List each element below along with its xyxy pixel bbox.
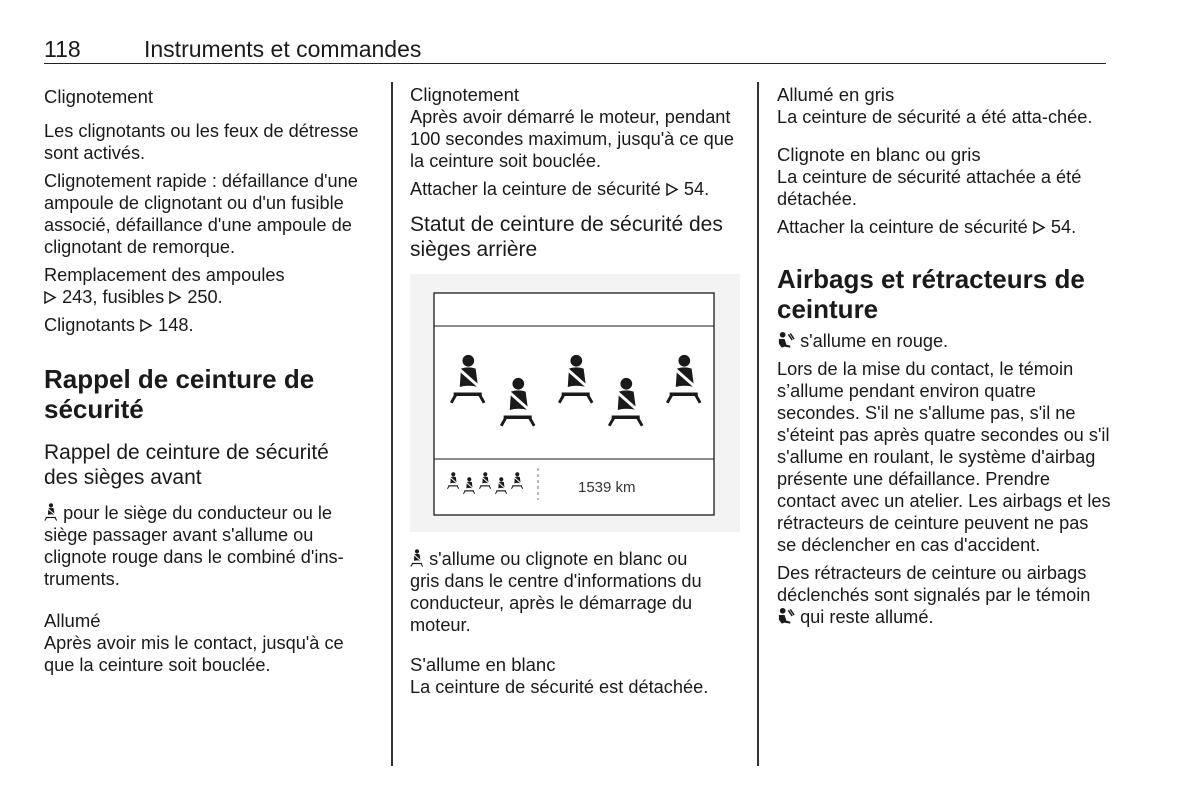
page-reference-arrow-icon xyxy=(140,319,153,333)
column-3 xyxy=(777,80,1112,634)
page-number: 118 xyxy=(44,36,81,62)
paragraph-attach-reference xyxy=(777,216,1112,238)
paragraph-bulb-reference xyxy=(44,264,379,308)
heading-line: Airbags et rétracteurs de xyxy=(777,264,1085,294)
paragraph: Après avoir mis le contact, jusqu'à ce que la ceinture soit bouclée. xyxy=(44,633,344,675)
heading-line: ceinture xyxy=(777,294,879,324)
page-reference: 250. xyxy=(187,287,223,307)
paragraph-airbag-indicator xyxy=(777,330,1112,352)
paragraph: Lors de la mise du contact, le témoin s’allume pendant environ quatre secondes. S'il ne s'allume pas, s'il ne s'éteint pas après quatre secondes ou s'il s'allume en roulant, le système d'airbag présente une défaillance. Prendre contact avec un atelier. Les airbags et les rétracteurs de ceinture peuvent ne pas se déclencher en cas d'accident. xyxy=(777,359,1111,555)
paragraph-attach-reference xyxy=(410,178,745,200)
subheading-allume: Allumé xyxy=(44,610,101,631)
seatbelt-icon xyxy=(44,503,58,521)
subheading-front-seats xyxy=(44,440,379,490)
paragraph-rear-seat-indicator xyxy=(410,548,745,636)
text: s'allume ou clignote en blanc ou xyxy=(429,549,688,569)
subheading-clignotement: Clignotement xyxy=(410,84,520,105)
column-1 xyxy=(44,80,379,682)
page-reference: 54. xyxy=(683,179,710,199)
page-reference-arrow-icon xyxy=(666,183,679,197)
section-heading-airbags xyxy=(777,264,1112,324)
subheading-blinking: Clignote en blanc ou gris xyxy=(777,144,981,165)
seatbelt-icon xyxy=(410,549,424,567)
paragraph: Après avoir démarré le moteur, pendant 100 secondes maximum, jusqu'à ce que la ceinture soit bouclée. xyxy=(410,107,734,171)
text: Des rétracteurs de ceinture ou airbags déclenchés sont signalés par le témoin xyxy=(777,563,1091,605)
text: gris dans le centre d'informations du conducteur, après le démarrage du moteur. xyxy=(410,571,702,635)
subheading-grey: Allumé en gris xyxy=(777,84,895,105)
heading-line: des sièges avant xyxy=(44,466,202,489)
heading-line: Rappel de ceinture de xyxy=(44,364,315,394)
page-header xyxy=(44,34,1106,64)
airbag-warning-icon xyxy=(777,331,795,349)
subheading-clignotement: Clignotement xyxy=(44,86,154,107)
subheading-white: S'allume en blanc xyxy=(410,654,556,675)
text: Attacher la ceinture de sécurité xyxy=(777,217,1028,237)
page-reference-arrow-icon xyxy=(169,291,182,305)
subheading-rear-seat-status xyxy=(410,212,745,262)
text: Attacher la ceinture de sécurité xyxy=(410,179,661,199)
page-reference: 148. xyxy=(158,315,194,335)
text: pour le siège du conducteur ou le xyxy=(63,503,333,523)
page-reference-arrow-icon xyxy=(1033,221,1046,235)
page-reference: 243, fusibles xyxy=(62,287,165,307)
paragraph: La ceinture de sécurité est détachée. xyxy=(410,677,709,697)
text: s'allume en rouge. xyxy=(800,331,949,351)
section-heading-seatbelt-reminder xyxy=(44,364,379,424)
odometer-readout: 1539 km xyxy=(578,479,636,496)
paragraph-turn-signal-reference xyxy=(44,314,379,336)
paragraph-front-seat-warning xyxy=(44,502,379,590)
heading-line: sièges arrière xyxy=(410,238,538,261)
text: qui reste allumé. xyxy=(800,607,934,627)
driver-info-display xyxy=(410,274,740,532)
column-divider xyxy=(757,82,759,766)
heading-line: Rappel de ceinture de sécurité xyxy=(44,441,329,464)
page-title: Instruments et commandes xyxy=(144,36,422,62)
heading-line: Statut de ceinture de sécurité des xyxy=(410,213,723,236)
paragraph: La ceinture de sécurité attachée a été détachée. xyxy=(777,167,1082,209)
rear-seatbelt-status-figure xyxy=(410,274,740,532)
text: Clignotants xyxy=(44,315,135,335)
text: Remplacement des ampoules xyxy=(44,265,285,285)
heading-line: sécurité xyxy=(44,394,144,424)
column-divider xyxy=(391,82,393,766)
column-2 xyxy=(410,80,745,704)
paragraph: Les clignotants ou les feux de détresse sont activés. xyxy=(44,121,359,163)
paragraph: Clignotement rapide : défaillance d'une ampoule de clignotant ou d'un fusible associé, défaillance d'une ampoule de clignotant de remorque. xyxy=(44,171,358,257)
text: siège passager avant s'allume ou clignote rouge dans le combiné d'ins-truments. xyxy=(44,525,344,589)
page-reference-arrow-icon xyxy=(44,291,57,305)
paragraph-airbag-deployed xyxy=(777,562,1112,628)
page-reference: 54. xyxy=(1050,217,1077,237)
airbag-warning-icon xyxy=(777,607,795,625)
paragraph: La ceinture de sécurité a été atta-chée. xyxy=(777,107,1093,127)
